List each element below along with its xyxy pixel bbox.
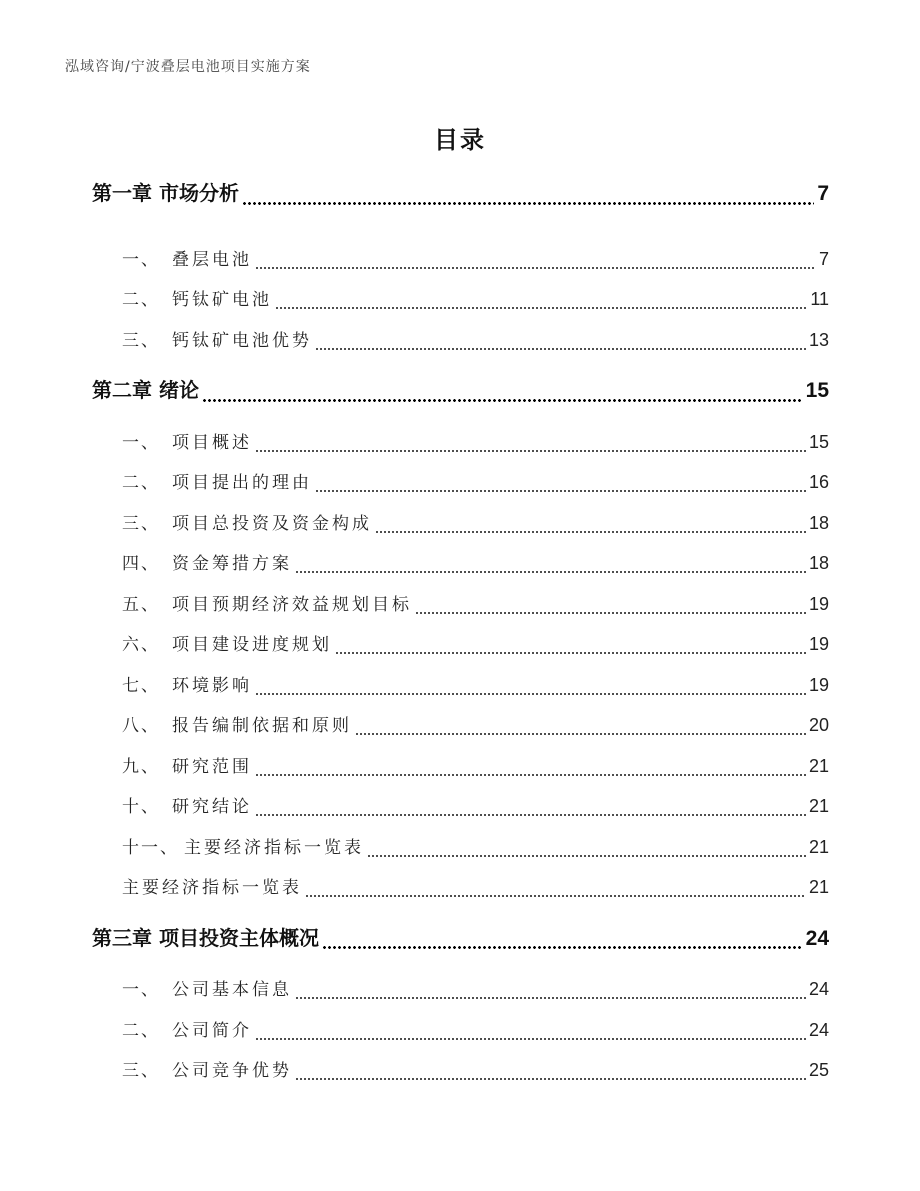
- toc-section-entry[interactable]: [92, 503, 829, 544]
- page-number: 7: [818, 248, 829, 269]
- toc-section-entry[interactable]: [92, 746, 829, 787]
- toc-chapter-entry[interactable]: [92, 173, 829, 214]
- page-number: 11: [810, 289, 829, 309]
- toc-chapter-entry[interactable]: [92, 370, 829, 411]
- entry-title: 公司基本信息: [172, 980, 292, 1000]
- entry-number: 三、: [122, 330, 160, 351]
- toc-section-entry[interactable]: [92, 867, 829, 908]
- toc-section-entry[interactable]: [92, 543, 829, 584]
- page-number: 20: [808, 715, 829, 735]
- dot-leader: [255, 1038, 806, 1040]
- toc-section-entry[interactable]: [92, 422, 829, 463]
- page-number: 21: [808, 796, 829, 816]
- dot-leader: [202, 399, 803, 402]
- toc-section-entry[interactable]: [92, 786, 829, 827]
- entry-number: 三、: [122, 513, 160, 534]
- entry-number: 一、: [122, 980, 160, 1000]
- entry-title: 主要经济指标一览表: [122, 878, 302, 898]
- toc-section-entry[interactable]: [92, 665, 829, 706]
- toc-section-entry[interactable]: [92, 462, 829, 503]
- page-number: 19: [808, 593, 829, 614]
- page-number: 21: [808, 836, 829, 857]
- dot-leader: [315, 490, 806, 492]
- dot-leader: [295, 571, 806, 573]
- entry-number: 二、: [122, 473, 160, 493]
- page-number: 25: [808, 1060, 829, 1080]
- toc-section-entry[interactable]: [92, 239, 829, 280]
- dot-leader: [242, 202, 814, 205]
- entry-number: 四、: [122, 554, 160, 574]
- page-number: 19: [808, 634, 829, 654]
- table-of-contents: [92, 173, 829, 1091]
- toc-section-entry[interactable]: [92, 1050, 829, 1091]
- entry-title: 研究范围: [172, 756, 252, 777]
- dot-leader: [295, 997, 806, 999]
- entry-title: 项目预期经济效益规划目标: [172, 594, 412, 615]
- dot-leader: [275, 307, 807, 309]
- entry-number: 六、: [122, 635, 160, 655]
- page-number: 16: [808, 472, 829, 492]
- entry-title: 项目总投资及资金构成: [172, 513, 372, 534]
- entry-title: 项目概述: [172, 432, 252, 453]
- dot-leader: [255, 450, 806, 452]
- entry-number: 二、: [122, 290, 160, 310]
- toc-section-entry[interactable]: [92, 827, 829, 868]
- toc-section-entry[interactable]: [92, 320, 829, 361]
- entry-title: 主要经济指标一览表: [184, 837, 364, 858]
- page-number: 15: [805, 379, 829, 402]
- entry-title: 报告编制依据和原则: [172, 716, 352, 736]
- entry-number: 三、: [122, 1061, 160, 1081]
- entry-title: 项目建设进度规划: [172, 635, 332, 655]
- entry-number: 七、: [122, 675, 160, 696]
- page-number: 24: [805, 926, 829, 950]
- page-number: 21: [808, 877, 829, 897]
- page-number: 13: [808, 329, 829, 350]
- entry-title: 研究结论: [172, 797, 252, 817]
- entry-title: 环境影响: [172, 675, 252, 696]
- page-number: 24: [808, 1019, 829, 1040]
- dot-leader: [255, 814, 806, 816]
- entry-number: 一、: [122, 249, 160, 270]
- entry-title: 公司简介: [172, 1020, 252, 1041]
- toc-section-entry[interactable]: [92, 624, 829, 665]
- dot-leader: [355, 733, 806, 735]
- dot-leader: [255, 267, 816, 269]
- page-number: 21: [808, 755, 829, 776]
- entry-title: 钙钛矿电池: [172, 290, 272, 310]
- entry-number: 十、: [122, 797, 160, 817]
- entry-title: 钙钛矿电池优势: [172, 330, 312, 351]
- toc-section-entry[interactable]: [92, 584, 829, 625]
- toc-section-entry[interactable]: [92, 705, 829, 746]
- dot-leader: [255, 693, 806, 695]
- page-number: 15: [808, 431, 829, 452]
- entry-title: 公司竞争优势: [172, 1061, 292, 1081]
- entry-title: 资金筹措方案: [172, 554, 292, 574]
- entry-number: 九、: [122, 756, 160, 777]
- page-number: 18: [808, 553, 829, 573]
- dot-leader: [315, 348, 806, 350]
- entry-number: 八、: [122, 716, 160, 736]
- entry-number: 二、: [122, 1020, 160, 1041]
- dot-leader: [322, 946, 803, 949]
- page-number: 19: [808, 674, 829, 695]
- toc-section-entry[interactable]: [92, 279, 829, 320]
- entry-title: 第三章 项目投资主体概况: [92, 925, 319, 950]
- entry-title: 第一章 市场分析: [92, 181, 239, 205]
- dot-leader: [367, 855, 806, 857]
- dot-leader: [305, 895, 806, 897]
- toc-chapter-entry[interactable]: [92, 918, 829, 959]
- dot-leader: [375, 531, 806, 533]
- entry-number: 一、: [122, 432, 160, 453]
- toc-section-entry[interactable]: [92, 969, 829, 1010]
- entry-number: 十一、: [122, 837, 179, 858]
- dot-leader: [415, 612, 806, 614]
- running-header: 泓域咨询/宁波叠层电池项目实施方案: [65, 59, 311, 75]
- entry-title: 叠层电池: [172, 249, 252, 270]
- entry-title: 第二章 绪论: [92, 378, 199, 402]
- toc-section-entry[interactable]: [92, 1010, 829, 1051]
- dot-leader: [335, 652, 806, 654]
- page-number: 7: [817, 182, 829, 205]
- page-number: 24: [808, 979, 829, 999]
- page-number: 18: [808, 512, 829, 533]
- dot-leader: [295, 1078, 806, 1080]
- entry-number: 五、: [122, 594, 160, 615]
- entry-title: 项目提出的理由: [172, 473, 312, 493]
- dot-leader: [255, 774, 806, 776]
- toc-title: 目录: [434, 126, 486, 154]
